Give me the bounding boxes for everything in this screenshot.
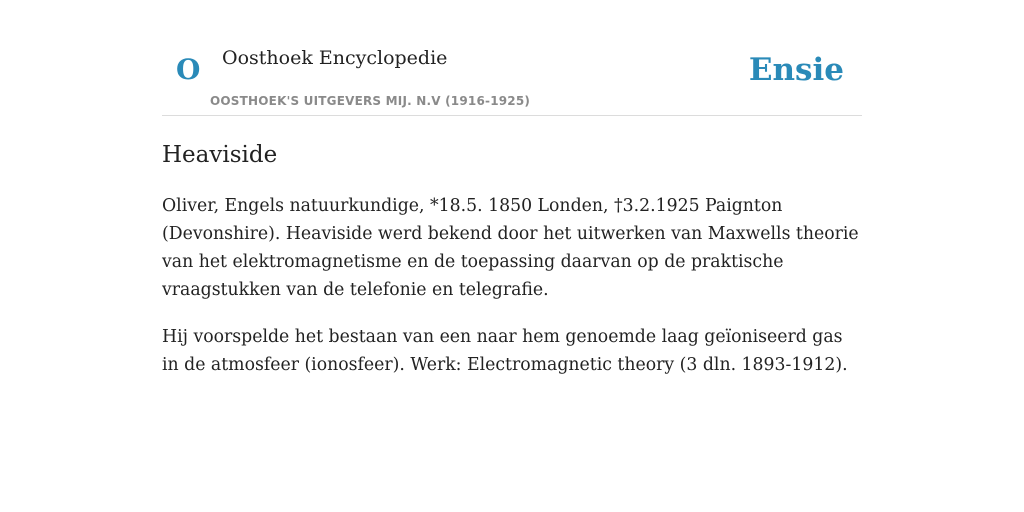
book-title-link[interactable]: Oosthoek Encyclopedie (222, 47, 448, 69)
entry-paragraph: Hij voorspelde het bestaan van een naar hem genoemde laag geïoniseerd gas in de atmosfeer (ionosfeer). Werk: Electromagnetic theory (3 dln. 1893-1912). (162, 327, 848, 375)
entry-title: Heaviside (162, 142, 278, 168)
entry-body (162, 192, 862, 398)
ensie-logo-link[interactable]: Ensie (748, 52, 844, 88)
book-logo[interactable]: O (176, 53, 201, 86)
publisher-label: OOSTHOEK'S UITGEVERS MIJ. N.V (1916-1925) (210, 94, 531, 108)
header (162, 0, 862, 116)
entry-paragraph: Oliver, Engels natuurkundige, *18.5. 1850 Londen, †⁠3.2.1925 Paignton (Devonshire). Heaviside werd bekend door het uitwerken van Maxwells theorie van het elektromagnetisme en de toepassing daarvan op de praktische vraagstukken van de telefonie en telegrafie. (162, 196, 859, 300)
page (162, 0, 862, 375)
